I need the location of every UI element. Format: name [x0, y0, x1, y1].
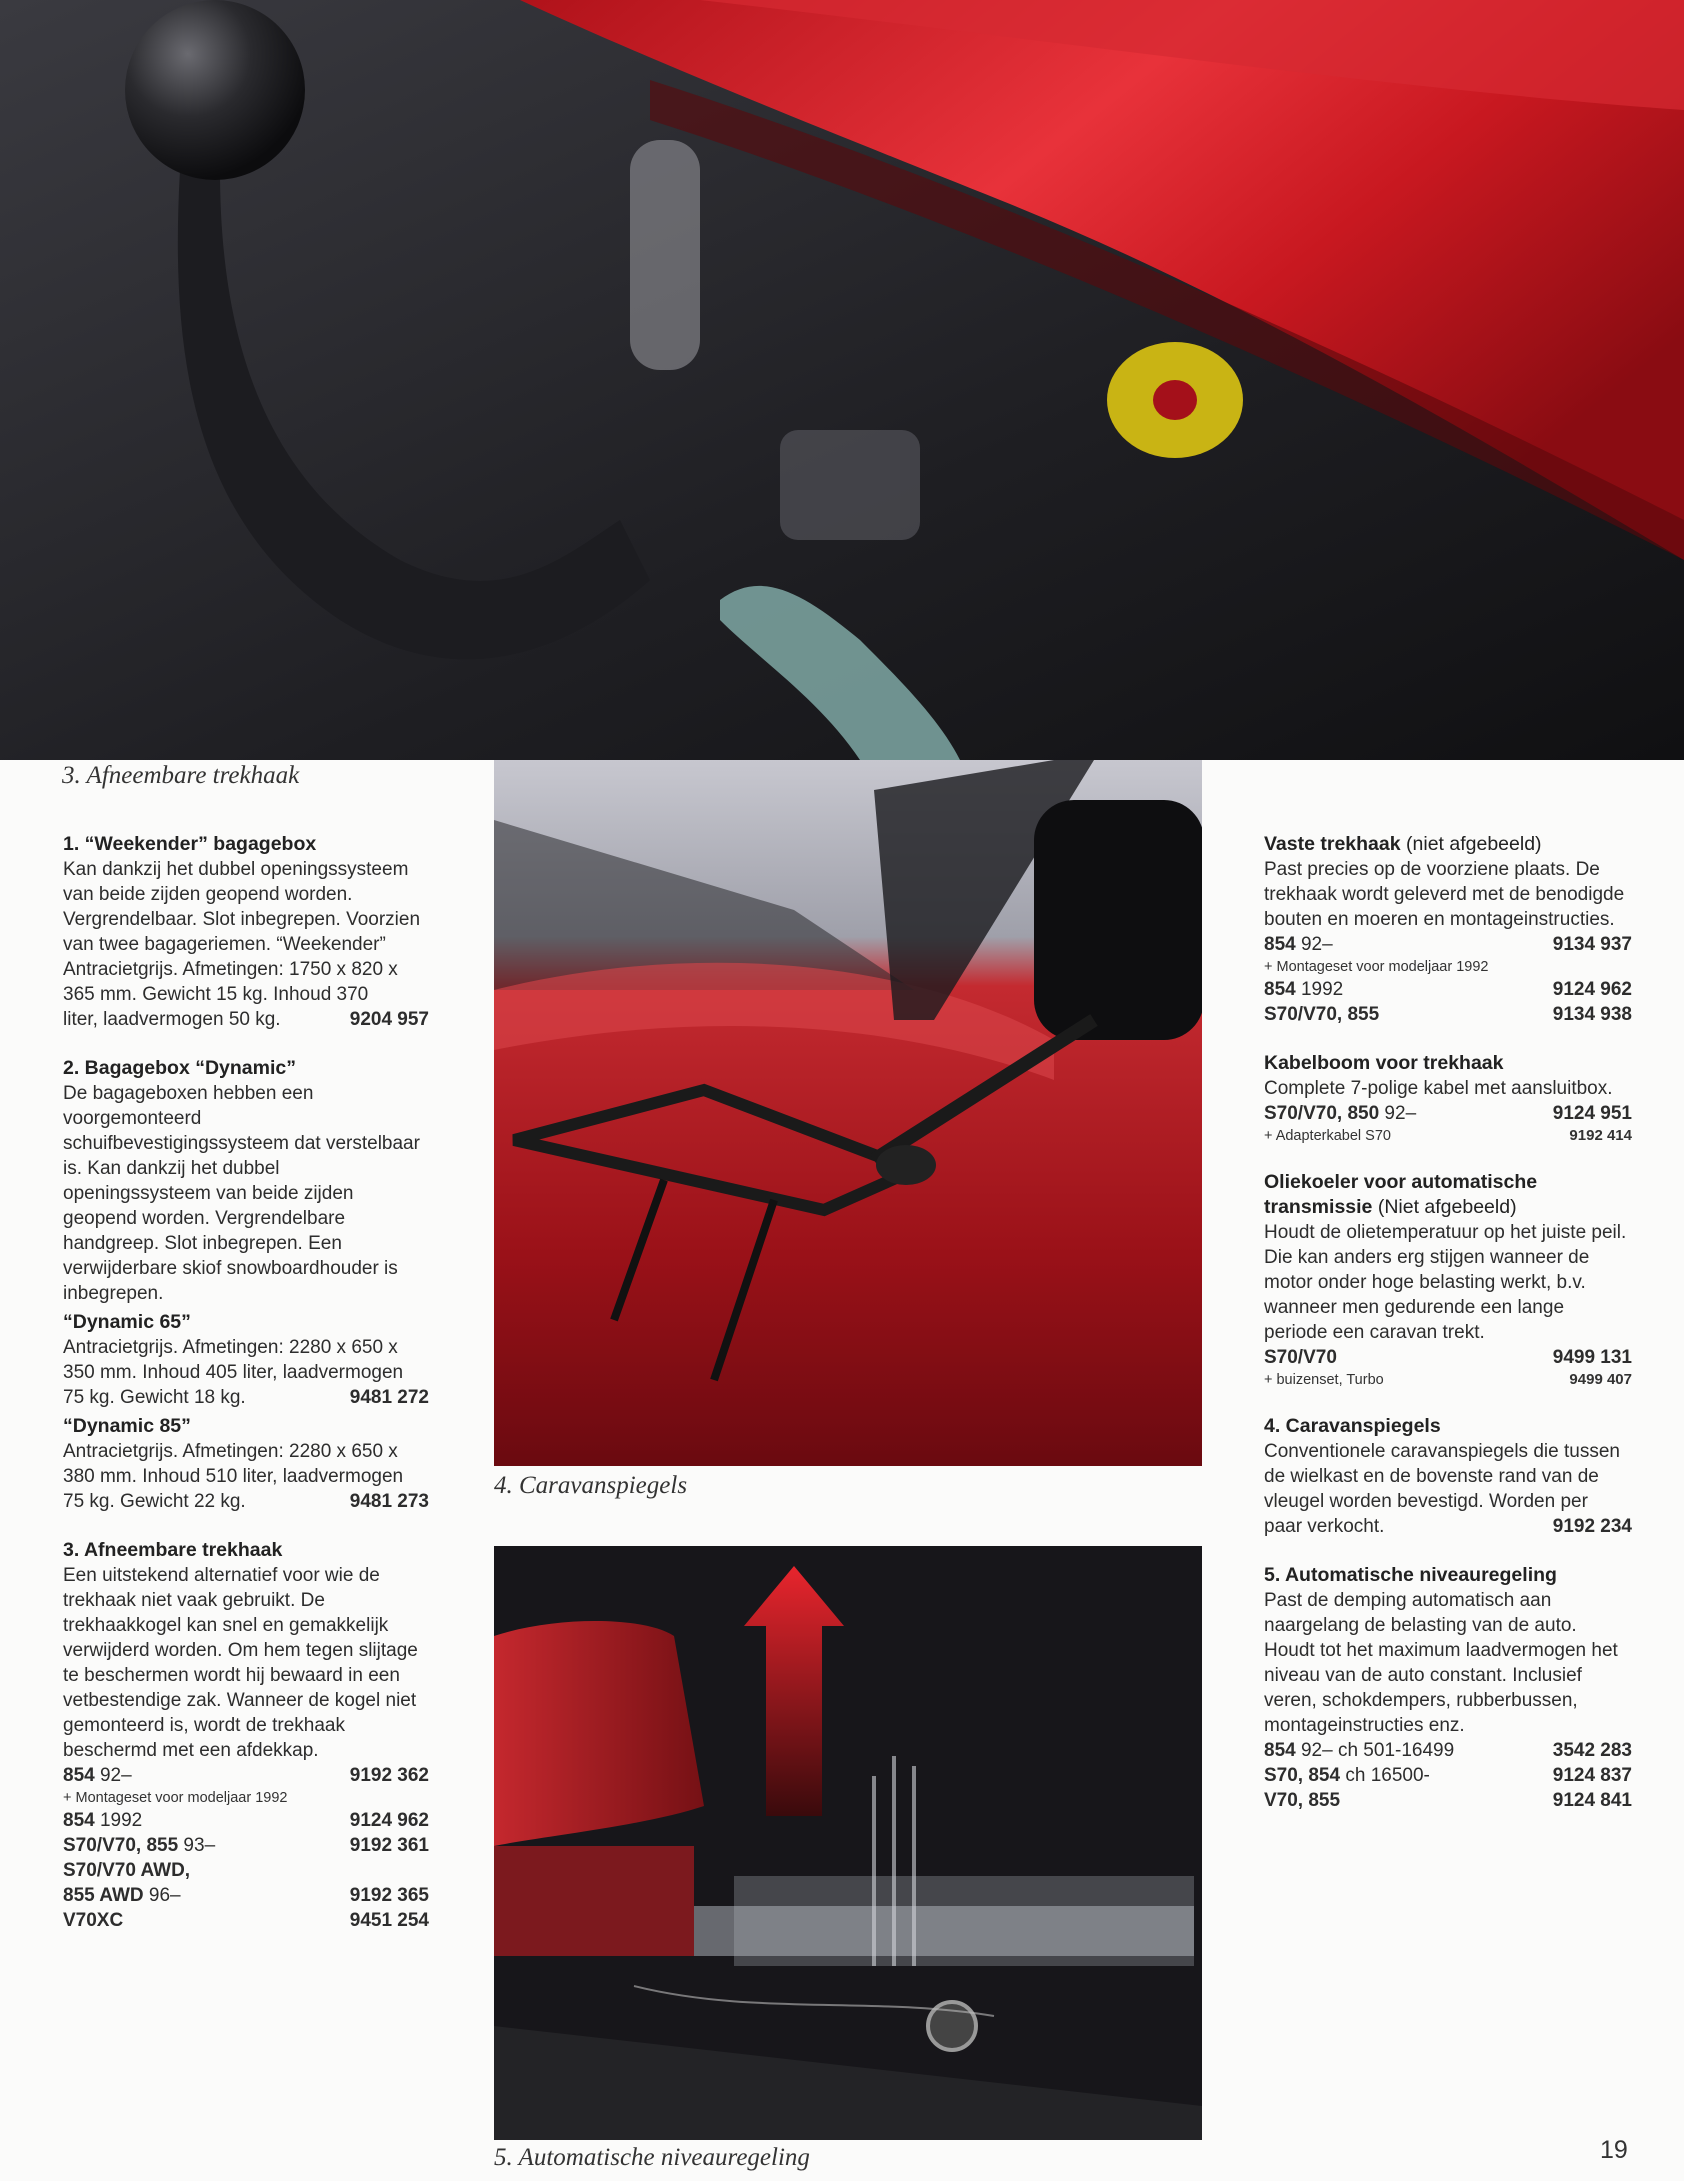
vaste-r1-extra: 92– [1295, 934, 1333, 955]
trekhaak-r1-model: 854 [63, 1765, 95, 1786]
niveau-row-2 [1264, 1763, 1632, 1788]
caption-mirrors: 4. Caravanspiegels [494, 1472, 688, 1499]
vaste-r2-extra: 1992 [1295, 979, 1344, 1000]
trekhaak-r1-part: 9192 362 [349, 1765, 429, 1786]
niveau-title: 5. Automatische niveauregeling [1264, 1564, 1557, 1586]
oliekoeler-title-note: (Niet afgebeeld) [1372, 1196, 1517, 1218]
dynamic-title: 2. Bagagebox “Dynamic” [63, 1057, 296, 1079]
caravanspiegels-part: 9192 234 [1552, 1516, 1632, 1537]
weekender-last-line: liter, laadvermogen 50 kg. [63, 1009, 281, 1030]
trekhaak-row-2 [63, 1808, 429, 1833]
niveau-r2-part: 9124 837 [1552, 1765, 1632, 1786]
dynamic-65-title: “Dynamic 65” [63, 1311, 191, 1333]
photo-caravan-mirrors [494, 760, 1202, 1466]
niveau-r1-part: 3542 283 [1552, 1740, 1632, 1761]
kabelboom-r1-model: S70/V70, 850 [1264, 1103, 1380, 1124]
vaste-r1-part: 9134 937 [1552, 934, 1632, 955]
vaste-body: Past precies op de voorziene plaats. De trekhaak wordt geleverd met de benodigde bouten en moeren en montageinstructies. [1264, 859, 1625, 930]
dynamic-85-body: Antracietgrijs. Afmetingen: 2280 x 650 x 380 mm. Inhoud 510 liter, laadvermogen [63, 1441, 404, 1487]
vaste-r1-note: + Montageset voor modeljaar 1992 [1264, 959, 1489, 975]
trekhaak-title: 3. Afneembare trekhaak [63, 1539, 283, 1561]
entry-vaste-trekhaak [1264, 832, 1632, 1027]
dynamic-85-part-row [63, 1489, 429, 1514]
oliekoeler-row-1 [1264, 1345, 1632, 1370]
weekender-body: Kan dankzij het dubbel openingssysteem van beide zijden geopend worden. Vergrendelbaar. Slot inbegrepen. Voorzien van twee bagageriemen. “Weekender” Antracietgrijs. Afmetingen: 1750 x 820 x 365 mm. Gewicht 15 kg. Inhoud 370 [63, 859, 421, 1005]
niveau-r1-extra: 92– ch 501-16499 [1295, 1740, 1455, 1761]
vaste-r3-model: S70/V70, 855 [1264, 1004, 1380, 1025]
kabelboom-title: Kabelboom voor trekhaak [1264, 1052, 1504, 1074]
oliekoeler-r1-part: 9499 131 [1552, 1347, 1632, 1368]
dynamic-65-part-row [63, 1385, 429, 1410]
entry-weekender [63, 832, 429, 1032]
trekhaak-r4-extra: 96– [143, 1885, 181, 1906]
vaste-title: Vaste trekhaak [1264, 833, 1401, 855]
entry-niveauregeling [1264, 1563, 1632, 1813]
right-text-column [1264, 832, 1632, 1837]
dynamic-85-title: “Dynamic 85” [63, 1415, 191, 1437]
page-number: 19 [1600, 2136, 1628, 2164]
caption-leveling: 5. Automatische niveauregeling [494, 2144, 810, 2171]
kabelboom-note-row [1264, 1126, 1632, 1146]
oliekoeler-r1-model: S70/V70 [1264, 1347, 1337, 1368]
trekhaak-r2-extra: 1992 [94, 1810, 143, 1831]
trekhaak-r3-extra: 93– [178, 1835, 216, 1856]
trekhaak-row-3 [63, 1833, 429, 1858]
vaste-row-3 [1264, 1002, 1632, 1027]
niveau-r1-model: 854 [1264, 1740, 1296, 1761]
trekhaak-r5-model: V70XC [63, 1910, 124, 1931]
vaste-row-1 [1264, 932, 1632, 957]
dynamic-65-part-number: 9481 272 [349, 1387, 429, 1408]
trekhaak-row-4b [63, 1883, 429, 1908]
niveau-r2-model: S70, 854 [1264, 1765, 1341, 1786]
oliekoeler-note-row [1264, 1370, 1632, 1390]
trekhaak-r3-model: S70/V70, 855 [63, 1835, 179, 1856]
caravanspiegels-part-row [1264, 1514, 1632, 1539]
niveau-row-1 [1264, 1738, 1632, 1763]
trekhaak-body: Een uitstekend alternatief voor wie de trekhaak niet vaak gebruikt. De trekhaakkogel kan snel en gemakkelijk verwijderd worden. Om hem tegen slijtage te beschermen wordt hij bewaard in een vetbestendige zak. Wanneer de kogel niet gemonteerd is, wordt de trekhaak beschermd met een afdekkap. [63, 1565, 418, 1761]
dynamic-body: De bagageboxen hebben een voorgemonteerd schuifbevestigingssysteem dat verstelbaar is. Kan dankzij het dubbel openingssysteem van beide zijden geopend worden. Vergrendelbare handgreep. Slot inbegrepen. Een verwijderbare skiof snowboardhouder is inbegrepen. [63, 1083, 420, 1304]
vaste-row-2 [1264, 977, 1632, 1002]
trekhaak-row-1 [63, 1763, 429, 1788]
weekender-title: 1. “Weekender” bagagebox [63, 833, 317, 855]
trekhaak-r1-extra: 92– [94, 1765, 132, 1786]
weekender-part-number: 9204 957 [349, 1009, 429, 1030]
oliekoeler-r1-note: + buizenset, Turbo [1264, 1372, 1384, 1388]
photo-level-control [494, 1546, 1202, 2140]
niveau-body: Past de demping automatisch aan naargelang de belasting van de auto. Houdt tot het maximum laadvermogen het niveau van de auto constant. Inclusief veren, schokdempers, rubberbussen, montageinstructies enz. [1264, 1590, 1618, 1736]
trekhaak-r3-part: 9192 361 [349, 1835, 429, 1856]
niveau-r2-extra: ch 16500- [1340, 1765, 1430, 1786]
oliekoeler-r1-note-part: 9499 407 [1569, 1371, 1632, 1388]
dynamic-85-last-line: 75 kg. Gewicht 22 kg. [63, 1491, 246, 1512]
kabelboom-r1-note-part: 9192 414 [1569, 1127, 1632, 1144]
dynamic-65-last-line: 75 kg. Gewicht 18 kg. [63, 1387, 246, 1408]
trekhaak-r2-model: 854 [63, 1810, 95, 1831]
kabelboom-r1-extra: 92– [1379, 1103, 1417, 1124]
niveau-row-3 [1264, 1788, 1632, 1813]
caravanspiegels-body: Conventionele caravanspiegels die tussen de wielkast en de bovenste rand van de vleugel worden bevestigd. Worden per [1264, 1441, 1620, 1512]
niveau-r3-part: 9124 841 [1552, 1790, 1632, 1811]
caravanspiegels-last-line: paar verkocht. [1264, 1516, 1385, 1537]
dynamic-65-body: Antracietgrijs. Afmetingen: 2280 x 650 x 350 mm. Inhoud 405 liter, laadvermogen [63, 1337, 404, 1383]
oliekoeler-title: Oliekoeler voor automatische transmissie [1264, 1171, 1538, 1218]
trekhaak-row-5 [63, 1908, 429, 1933]
oliekoeler-body: Houdt de olietemperatuur op het juiste peil. Die kan anders erg stijgen wanneer de motor onder hoge belasting werkt, b.v. wanneer men gedurende een lange periode een caravan trekt. [1264, 1222, 1627, 1343]
entry-caravanspiegels [1264, 1414, 1632, 1539]
trekhaak-r5-part: 9451 254 [349, 1910, 429, 1931]
left-text-column [63, 832, 429, 1957]
trekhaak-r4-model-b: 855 AWD [63, 1885, 144, 1906]
kabelboom-row-1 [1264, 1101, 1632, 1126]
weekender-part-row [63, 1007, 429, 1032]
trekhaak-r4-model-a: S70/V70 AWD, [63, 1860, 191, 1881]
caravanspiegels-title: 4. Caravanspiegels [1264, 1415, 1441, 1437]
kabelboom-r1-note: + Adapterkabel S70 [1264, 1128, 1391, 1144]
trekhaak-r4-part: 9192 365 [349, 1885, 429, 1906]
vaste-r3-part: 9134 938 [1552, 1004, 1632, 1025]
entry-afneembare-trekhaak [63, 1538, 429, 1933]
kabelboom-body: Complete 7-polige kabel met aansluitbox. [1264, 1078, 1613, 1099]
trekhaak-r2-part: 9124 962 [349, 1810, 429, 1831]
hero-photo-tow-hook [0, 0, 1684, 760]
entry-dynamic [63, 1056, 429, 1514]
vaste-r1-model: 854 [1264, 934, 1296, 955]
vaste-title-note: (niet afgebeeld) [1400, 833, 1542, 855]
dynamic-85-part-number: 9481 273 [349, 1491, 429, 1512]
entry-oliekoeler [1264, 1170, 1632, 1390]
kabelboom-r1-part: 9124 951 [1552, 1103, 1632, 1124]
vaste-r2-model: 854 [1264, 979, 1296, 1000]
niveau-r3-model: V70, 855 [1264, 1790, 1341, 1811]
trekhaak-r1-note: + Montageset voor modeljaar 1992 [63, 1790, 288, 1806]
entry-kabelboom [1264, 1051, 1632, 1146]
caption-hero: 3. Afneembare trekhaak [62, 762, 300, 789]
vaste-r2-part: 9124 962 [1552, 979, 1632, 1000]
trekhaak-row-4a [63, 1858, 429, 1883]
